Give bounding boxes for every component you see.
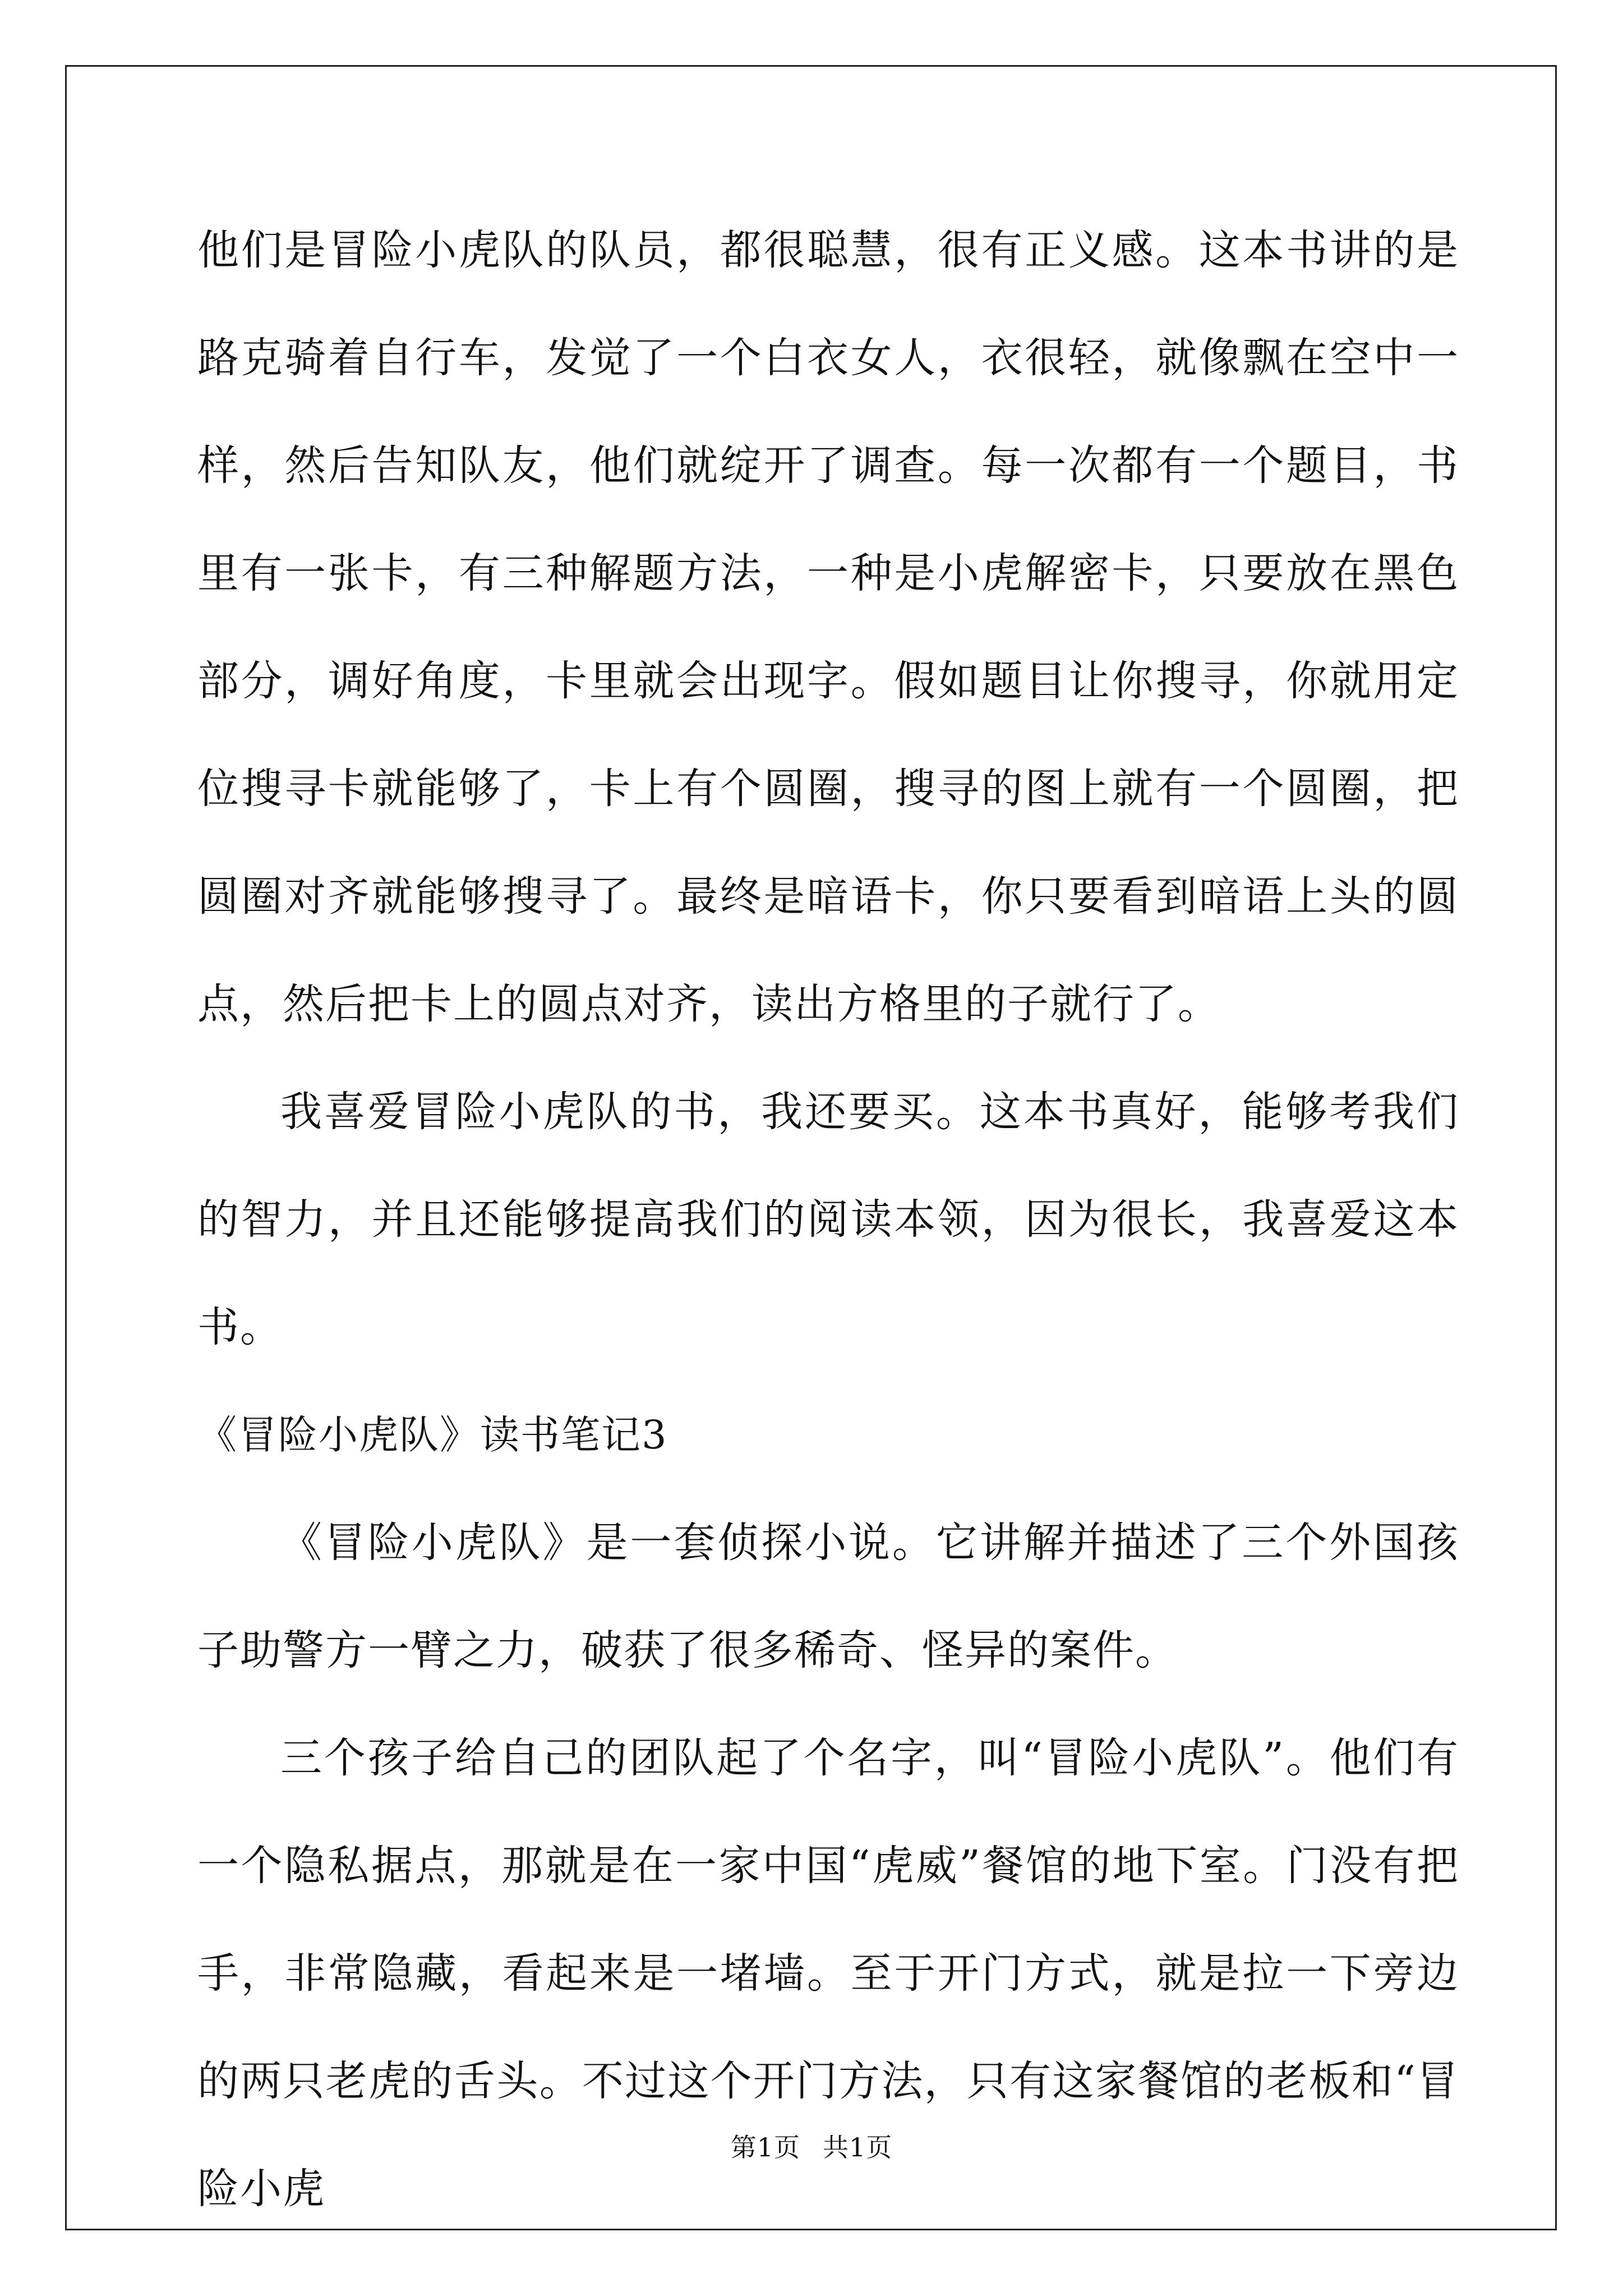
document-body — [197, 196, 1459, 2243]
paragraph-4: 三个孩子给自己的团队起了个名字，叫“冒险小虎队”。他们有一个隐私据点，那就是在一家中国“虎威”餐馆的地下室。门没有把手，非常隐藏，看起来是一堵墙。至于开门方式，就是拉一下旁边的两只老虎的舌头。不过这个开门方法，只有这家餐馆的老板和“冒险小虎 — [197, 1734, 1459, 2213]
paragraph-2: 我喜爱冒险小虎队的书，我还要买。这本书真好，能够考我们的智力，并且还能够提高我们的阅读本领，因为很长，我喜爱这本书。 — [197, 1088, 1459, 1351]
paragraph-3: 《冒险小虎队》是一套侦探小说。它讲解并描述了三个外国孩子助警方一臂之力，破获了很多稀奇、怪异的案件。 — [197, 1519, 1459, 1674]
page-number: 第1页 — [730, 2132, 800, 2162]
page-total: 共1页 — [823, 2132, 893, 2162]
page-footer — [0, 2127, 1623, 2164]
paragraph-1: 他们是冒险小虎队的队员，都很聪慧，很有正义感。这本书讲的是路克骑着自行车，发觉了一个白衣女人，衣很轻，就像飘在空中一样，然后告知队友，他们就绽开了调查。每一次都有一个题目，书里有一张卡，有三种解题方法，一种是小虎解密卡，只要放在黑色部分，调好角度，卡里就会出现字。假如题目让你搜寻，你就用定位搜寻卡就能够了，卡上有个圆圈，搜寻的图上就有一个圆圈，把圆圈对齐就能够搜寻了。最终是暗语卡，你只要看到暗语上头的圆点，然后把卡上的圆点对齐，读出方格里的子就行了。 — [197, 226, 1459, 1028]
section-heading: 《冒险小虎队》读书笔记3 — [197, 1412, 668, 1458]
